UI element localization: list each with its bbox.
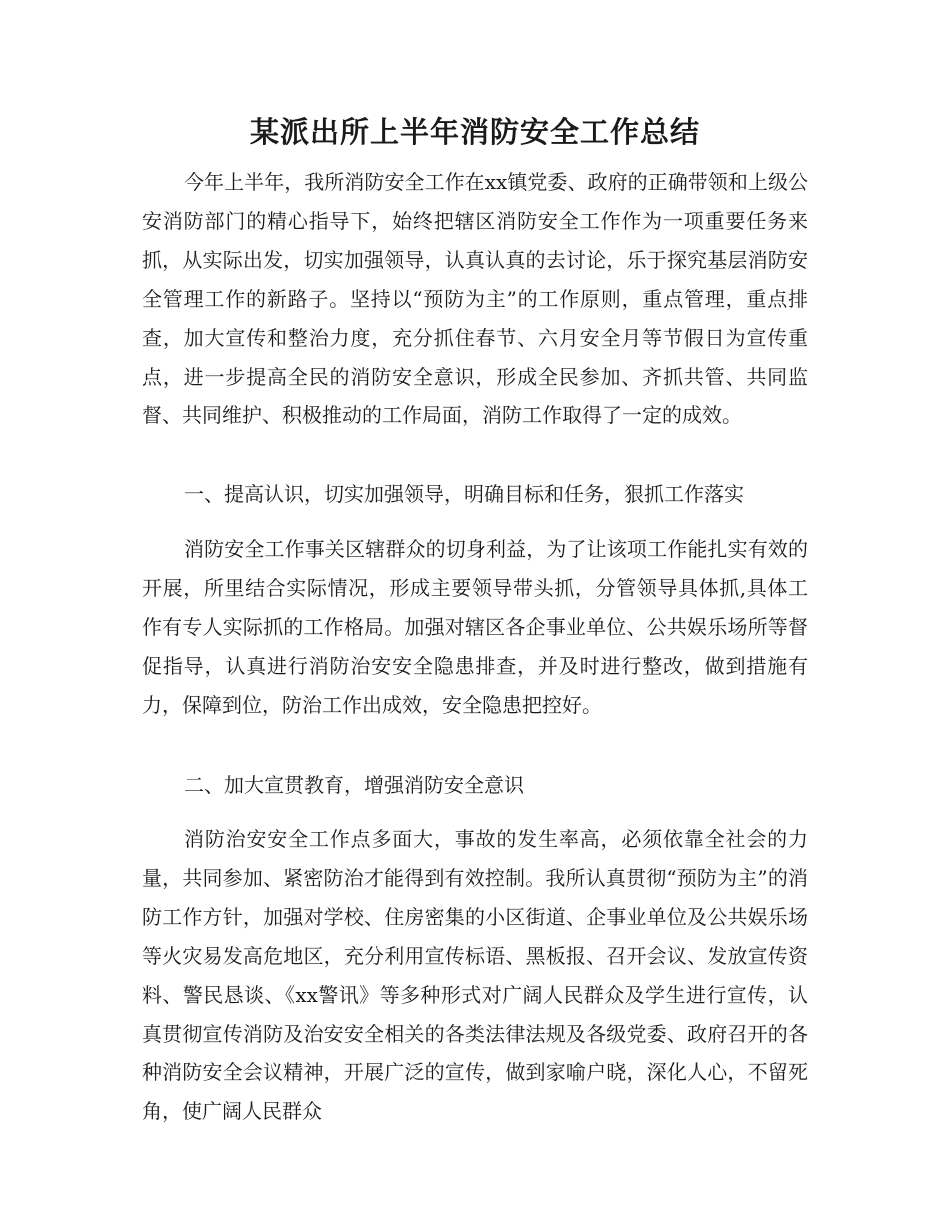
section-heading-1: 一、提高认识，切实加强领导，明确目标和任务，狠抓工作落实	[184, 482, 744, 506]
paragraph-intro: 今年上半年，我所消防安全工作在xx镇党委、政府的正确带领和上级公安消防部门的精心指导下，始终把辖区消防安全工作作为一项重要任务来抓，从实际出发，切实加强领导，认真认真的去讨论，乐于探究基层消防安全管理工作的新路子。坚持以“预防为主”的工作原则，重点管理，重点排查，加大宣传和整治力度，充分抓住春节、六月安全月等节假日为宣传重点，进一步提高全民的消防安全意识，形成全民参加、齐抓共管、共同监督、共同维护、积极推动的工作局面，消防工作取得了一定的成效。	[142, 170, 808, 428]
document-title: 某派出所上半年消防安全工作总结	[249, 115, 700, 149]
section-heading-2: 二、加大宣贯教育，增强消防安全意识	[184, 773, 524, 797]
paragraph-section-2: 消防治安安全工作点多面大，事故的发生率高，必须依靠全社会的力量，共同参加、紧密防治才能得到有效控制。我所认真贯彻“预防为主”的消防工作方针，加强对学校、住房密集的小区街道、企事业单位及公共娱乐场等火灾易发高危地区，充分利用宣传标语、黑板报、召开会议、发放宣传资料、警民恳谈、《xx警讯》等多种形式对广阔人民群众及学生进行宣传，认真贯彻宣传消防及治安安全相关的各类法律法规及各级党委、政府召开的各种消防安全会议精神，开展广泛的宣传，做到家喻户晓，深化人心，不留死角，使广阔人民群众	[142, 827, 808, 1124]
paragraph-section-1: 消防安全工作事关区辖群众的切身利益，为了让该项工作能扎实有效的开展，所里结合实际情况，形成主要领导带头抓，分管领导具体抓,具体工作有专人实际抓的工作格局。加强对辖区各企事业单位、公共娱乐场所等督促指导，认真进行消防治安安全隐患排查，并及时进行整改，做到措施有力，保障到位，防治工作出成效，安全隐患把控好。	[142, 537, 808, 717]
